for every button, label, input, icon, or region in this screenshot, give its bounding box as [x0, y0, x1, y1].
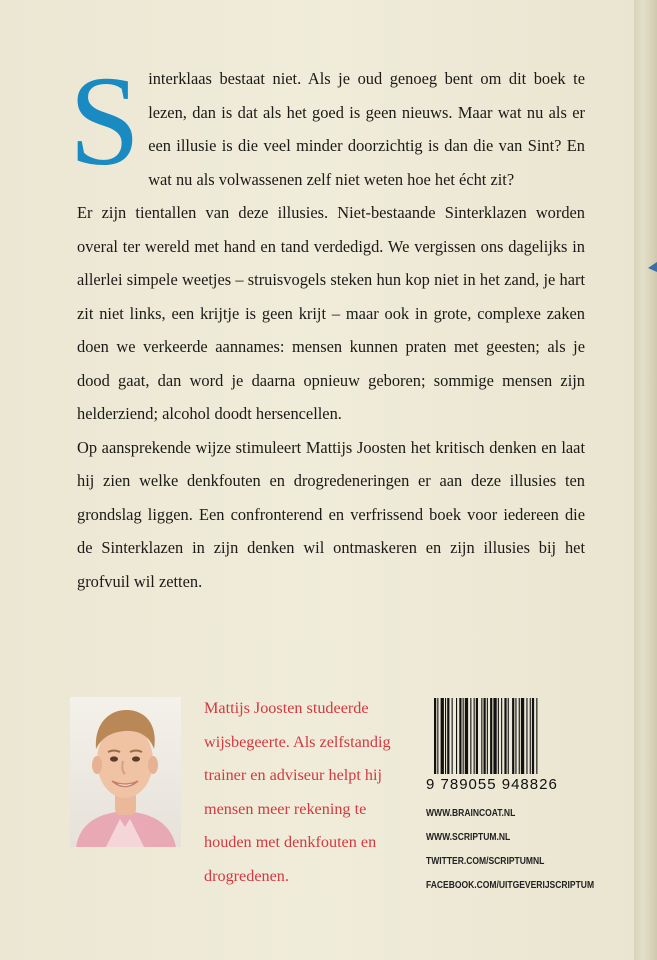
link-braincoat[interactable]: WWW.BRAINCOAT.NL	[426, 808, 516, 819]
link-facebook[interactable]: FACEBOOK.COM/UITGEVERIJSCRIPTUM	[426, 880, 595, 891]
isbn-number: 9 789055 948826	[426, 776, 558, 793]
author-bio-line: wijsbegeerte. Als zelfstandig	[204, 732, 391, 751]
spine-edge	[634, 0, 657, 960]
author-photo-icon	[70, 697, 181, 847]
author-bio-line: Mattijs Joosten studeerde	[204, 699, 369, 717]
author-bio-line: mensen meer rekening te	[204, 799, 367, 818]
barcode	[426, 698, 582, 796]
link-scriptum[interactable]: WWW.SCRIPTUM.NL	[426, 832, 511, 843]
drop-cap: S	[69, 50, 141, 192]
author-bio	[204, 692, 419, 893]
blurb-paragraph-1-text: interklaas bestaat niet. Als je oud genoeg bent om dit boek te lezen, dan is dat als het goed is geen nieuws. Maar wat nu als er een illusie is die veel minder doorzichtig is dan die van Sint? En wat nu als volwassenen zelf niet weten hoe het écht zit?	[148, 69, 585, 189]
blue-mark-icon	[648, 262, 657, 272]
blurb-paragraph-2: Er zijn tientallen van deze illusies. Niet-bestaande Sinterklazen worden overal ter wereld met hand en tand verdedigd. We vergissen ons dagelijks in allerlei simpele weetjes – struisvogels steken hun kop niet in het zand, je hart zit niet links, een krijtje is geen krijt – maar ook in grote, complexe zaken doen we verkeerde aannames: mensen kunnen praten met geesten; als je dood gaat, dan word je daarna opnieuw geboren; sommige mensen zijn helderziend; alcohol doodt hersencellen.	[77, 203, 585, 423]
link-twitter[interactable]: TWITTER.COM/SCRIPTUMNL	[426, 856, 545, 867]
blurb	[69, 50, 585, 598]
link-list	[426, 802, 595, 898]
blurb-paragraph-1	[69, 50, 585, 196]
author-bio-line: drogredenen.	[204, 866, 289, 885]
author-photo	[70, 697, 181, 847]
author-bio-line: houden met denkfouten en	[204, 833, 377, 851]
barcode-icon	[434, 698, 580, 774]
blurb-paragraph-3: Op aansprekende wijze stimuleert Mattijs Joosten het kritisch denken en laat hij zien welke denkfouten en drogredeneringen er aan deze illusies ten grondslag liggen. Een confronterend en verfrissend boek voor iedereen die de Sinterklazen in zijn denken wil ontmaskeren en zijn illusies bij het grofvuil wil zetten.	[77, 437, 585, 591]
author-bio-line: trainer en adviseur helpt hij	[204, 766, 382, 784]
